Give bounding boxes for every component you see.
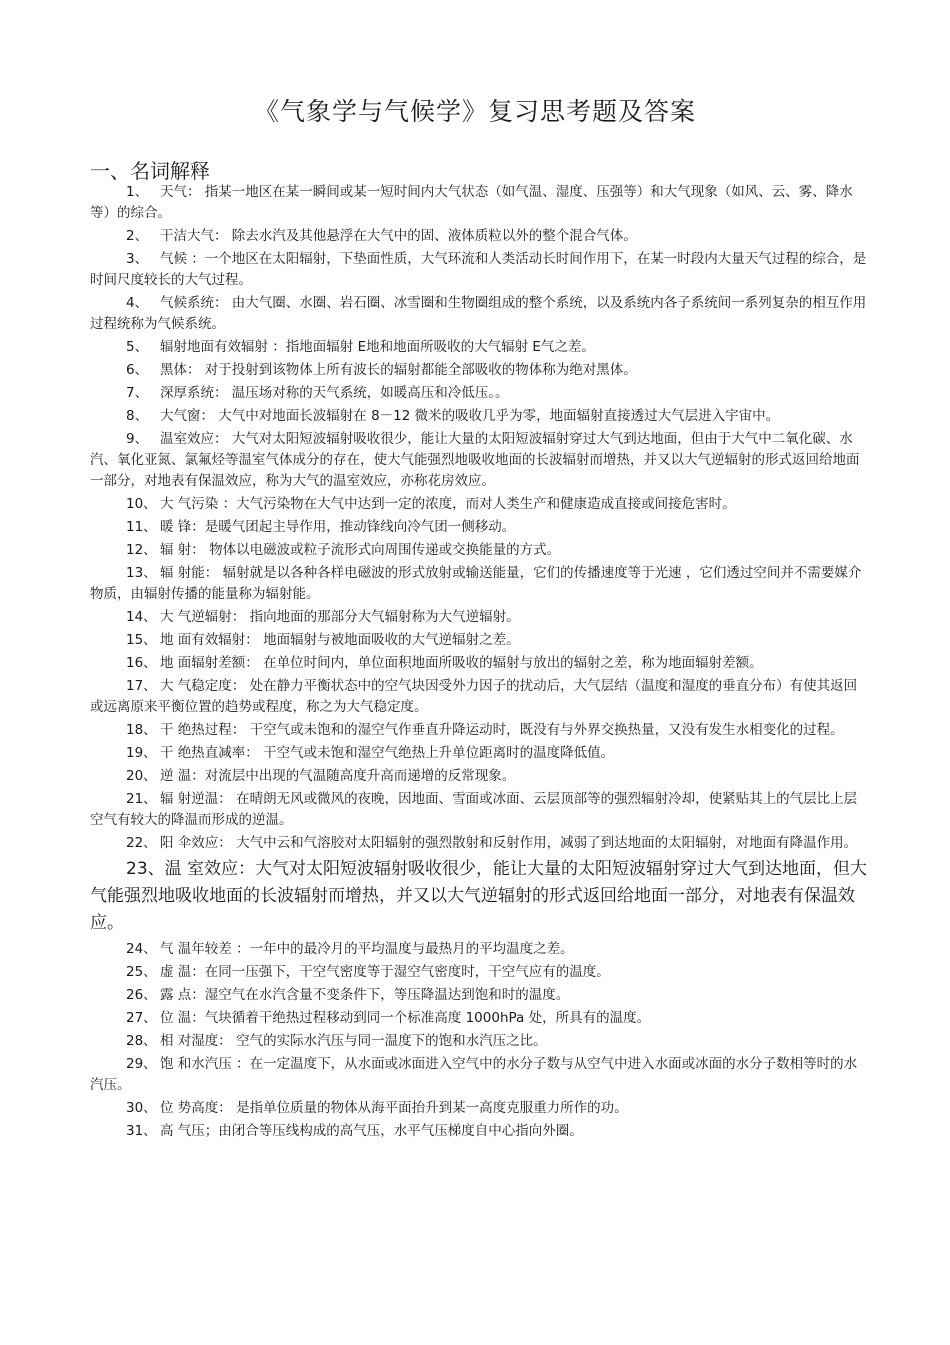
term-entry	[90, 337, 870, 358]
term-number: 15、	[126, 632, 157, 648]
term-number: 24、	[126, 941, 157, 957]
term-definition: 辐 射能： 辐射就是以各种各样电磁波的形式放射或输送能量，它们的传播速度等于光速 ，它们透过空间并不需要媒介物质，由辐射传播的能量称为辐射能。	[90, 565, 862, 602]
term-entry	[90, 1031, 870, 1052]
term-definition: 大 气逆辐射： 指向地面的那部分大气辐射称为大气逆辐射。	[160, 609, 520, 625]
term-number: 29、	[126, 1056, 157, 1072]
term-definition: 地 面有效辐射： 地面辐射与被地面吸收的大气逆辐射之差。	[160, 632, 520, 648]
term-definition: 虚 温：在同一压强下，干空气密度等于湿空气密度时，干空气应有的温度。	[160, 964, 610, 980]
term-entry	[90, 676, 870, 718]
term-entry	[90, 962, 870, 983]
term-entry	[90, 743, 870, 764]
term-entry	[90, 1008, 870, 1029]
document-title: 《气象学与气候学》复习思考题及答案	[253, 97, 696, 126]
term-definition: 干 绝热直减率： 干空气或未饱和湿空气绝热上升单位距离时的温度降低值。	[160, 745, 615, 761]
term-definition: 位 势高度： 是指单位质量的物体从海平面抬升到某一高度克服重力所作的功。	[160, 1100, 628, 1116]
term-number: 9、	[126, 431, 149, 447]
term-entry	[90, 630, 870, 651]
term-number: 14、	[126, 609, 157, 625]
term-number: 2、	[126, 228, 149, 244]
term-number: 13、	[126, 565, 157, 581]
term-entry	[90, 939, 870, 960]
term-definition: 暖 锋：是暖气团起主导作用，推动锋线向冷气团一侧移动。	[160, 519, 516, 535]
term-entry	[90, 607, 870, 628]
term-entry	[90, 429, 870, 492]
term-number: 4、	[126, 295, 149, 311]
term-entry	[90, 383, 870, 404]
term-definition: 黑体： 对于投射到该物体上所有波长的辐射都能全部吸收的物体称为绝对黑体。	[160, 362, 637, 378]
term-entry	[90, 182, 870, 224]
term-definition: 辐射地面有效辐射 ：指地面辐射 E地和地面所吸收的大气辐射 E气之差。	[160, 339, 595, 355]
term-entry	[90, 494, 870, 515]
term-definition: 相 对湿度： 空气的实际水汽压与同一温度下的饱和水汽压之比。	[160, 1033, 547, 1049]
term-definition: 温室效应： 大气对太阳短波辐射吸收很少，能让大量的太阳短波辐射穿过大气到达地面，但由于大气中二氧化碳、水汽、氧化亚氮、氯氟烃等温室气体成分的存在，使大气能强烈地吸收地面的长波辐射而增热，并又以大气逆辐射的形式返回给地面一部分，对地表有保温效应，称为大气的温室效应，亦称花房效应。	[90, 431, 860, 489]
term-number: 31、	[126, 1123, 157, 1139]
term-entry	[90, 653, 870, 674]
term-definition: 温 室效应：大气对太阳短波辐射吸收很少，能让大量的太阳短波辐射穿过大气到达地面，但大气能强烈地吸收地面的长波辐射而增热，并又以大气逆辐射的形式返回给地面一部分，对地表有保温效应。	[90, 859, 868, 933]
term-number: 23、	[126, 859, 165, 879]
term-entry	[90, 563, 870, 605]
term-entry	[90, 360, 870, 381]
term-entry	[90, 517, 870, 538]
term-number: 26、	[126, 987, 157, 1003]
term-number: 3、	[126, 251, 149, 267]
term-entry	[90, 720, 870, 741]
term-entry	[90, 540, 870, 561]
section-heading: 一、名词解释	[90, 159, 210, 183]
term-number: 19、	[126, 745, 157, 761]
term-number: 20、	[126, 768, 157, 784]
term-definition: 饱 和水汽压 ：在一定温度下，从水面或冰面进入空气中的水分子数与从空气中进入水面或冰面的水分子数相等时的水汽压。	[90, 1056, 858, 1093]
term-number: 27、	[126, 1010, 157, 1026]
term-definition: 气 温年较差 ：一年中的最冷月的平均温度与最热月的平均温度之差。	[160, 941, 574, 957]
term-number: 5、	[126, 339, 149, 355]
term-entry	[90, 1054, 870, 1096]
term-number: 18、	[126, 722, 157, 738]
term-definition: 天气： 指某一地区在某一瞬间或某一短时间内大气状态（如气温、湿度、压强等）和大气现象（如风、云、雾、降水等）的综合。	[90, 184, 853, 221]
term-number: 30、	[126, 1100, 157, 1116]
term-definition: 辐 射： 物体以电磁波或粒子流形式向周围传递或交换能量的方式。	[160, 542, 561, 558]
term-entry	[90, 406, 870, 427]
term-number: 8、	[126, 408, 149, 424]
term-list	[90, 182, 870, 1144]
term-definition: 大 气稳定度： 处在静力平衡状态中的空气块因受外力因子的扰动后，大气层结（温度和湿度的垂直分布）有使其返回或远离原来平衡位置的趋势或程度，称之为大气稳定度。	[90, 678, 858, 715]
term-number: 1、	[126, 184, 149, 200]
term-number: 28、	[126, 1033, 157, 1049]
term-entry	[90, 293, 870, 335]
term-entry	[90, 1098, 870, 1119]
term-number: 21、	[126, 791, 157, 807]
term-definition: 大 气污染 ：大气污染物在大气中达到一定的浓度，而对人类生产和健康造成直接或间接危害时。	[160, 496, 736, 512]
term-definition: 地 面辐射差额： 在单位时间内，单位面积地面所吸收的辐射与放出的辐射之差，称为地面辐射差额。	[160, 655, 763, 671]
term-entry	[90, 1121, 870, 1142]
term-number: 17、	[126, 678, 157, 694]
term-definition: 气候系统： 由大气圈、水圈、岩石圈、冰雪圈和生物圈组成的整个系统，以及系统内各子系统间一系列复杂的相互作用过程统称为气候系统。	[90, 295, 867, 332]
term-definition: 露 点：湿空气在水汽含量不变条件下，等压降温达到饱和时的温度。	[160, 987, 570, 1003]
term-number: 6、	[126, 362, 149, 378]
term-definition: 阳 伞效应： 大气中云和气溶胶对太阳辐射的强烈散射和反射作用，减弱了到达地面的太阳辐射，对地面有降温作用。	[160, 835, 858, 851]
term-number: 16、	[126, 655, 157, 671]
term-definition: 高 气压；由闭合等压线构成的高气压，水平气压梯度自中心指向外圈。	[160, 1123, 583, 1139]
term-definition: 气候 ：一个地区在太阳辐射，下垫面性质，大气环流和人类活动长时间作用下，在某一时段内大量天气过程的综合，是时间尺度较长的大气过程。	[90, 251, 867, 288]
term-entry	[90, 856, 870, 937]
term-definition: 逆 温：对流层中出现的气温随高度升高而递增的反常现象。	[160, 768, 516, 784]
term-entry	[90, 226, 870, 247]
term-number: 22、	[126, 835, 157, 851]
term-definition: 深厚系统： 温压场对称的天气系统，如暖高压和冷低压。。	[160, 385, 509, 401]
term-entry	[90, 985, 870, 1006]
term-definition: 干洁大气： 除去水汽及其他悬浮在大气中的固、液体质粒以外的整个混合气体。	[160, 228, 637, 244]
term-definition: 辐 射逆温： 在晴朗无风或微风的夜晚，因地面、雪面或冰面、云层顶部等的强烈辐射冷却，使紧贴其上的气层比上层空气有较大的降温而形成的逆温。	[90, 791, 858, 828]
term-number: 12、	[126, 542, 157, 558]
term-definition: 位 温：气块循着干绝热过程移动到同一个标准高度 1000hPa 处，所具有的温度。	[160, 1010, 651, 1026]
term-entry	[90, 789, 870, 831]
term-number: 10、	[126, 496, 157, 512]
term-number: 11、	[126, 519, 157, 535]
term-entry	[90, 833, 870, 854]
term-definition: 大气窗： 大气中对地面长波辐射在 8－12 微米的吸收几乎为零，地面辐射直接透过大气层进入宇宙中。	[160, 408, 780, 424]
term-number: 25、	[126, 964, 157, 980]
term-definition: 干 绝热过程： 干空气或未饱和的湿空气作垂直升降运动时，既没有与外界交换热量，又没有发生水相变化的过程。	[160, 722, 844, 738]
term-number: 7、	[126, 385, 149, 401]
term-entry	[90, 249, 870, 291]
term-entry	[90, 766, 870, 787]
